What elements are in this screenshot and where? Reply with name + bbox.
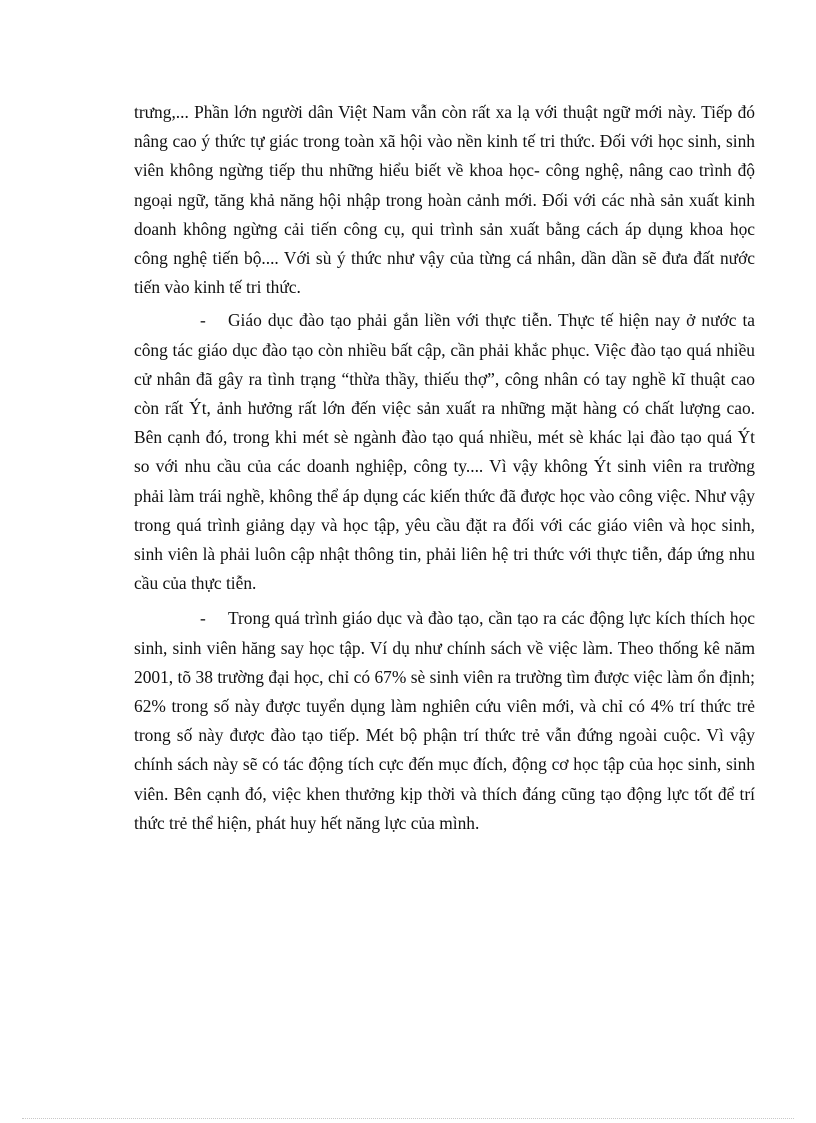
document-body [134,98,755,844]
bullet-dash: - [200,310,206,331]
page-bottom-divider [22,1118,794,1119]
intro-paragraph: trưng,... Phần lớn người dân Việt Nam vẫn còn rất xa lạ với thuật ngữ mới này. Tiếp đó nâng cao ý thức tự giác trong toàn xã hội vào nền kinh tế tri thức. Đối với học sinh, sinh viên không ngừng tiếp thu những hiểu biết về khoa học- công nghệ, nâng cao trình độ ngoại ngữ, tăng khả năng hội nhập trong hoàn cảnh mới. Đối với các nhà sản xuất kinh doanh không ngừng cải tiến công cụ, qui trình sản xuất bằng cách áp dụng khoa học công nghệ tiến bộ.... Với sù ý thức như vậy của từng cá nhân, dần dần sẽ đưa đất nước tiến vào kinh tế tri thức. [134,102,755,298]
list-item-text: Trong quá trình giáo dục và đào tạo, cần tạo ra các động lực kích thích học sinh, sinh viên hăng say học tập. Ví dụ như chính sách về việc làm. Theo thống kê năm 2001, tõ 38 trường đại học, chỉ có 67% sè sinh viên ra trường tìm được việc làm ổn định; 62% trong số này được tuyển dụng làm nghiên cứu viên mới, và chỉ có 4% trí thức trẻ trong số này được đào tạo tiếp. Mét bộ phận trí thức trẻ vẫn đứng ngoài cuộc. Vì vậy chính sách này sẽ có tác động tích cực đến mục đích, động cơ học tập của học sinh, sinh viên. Bên cạnh đó, việc khen thưởng kịp thời và thích đáng cũng tạo động lực tốt để trí thức trẻ thể hiện, phát huy hết năng lực của mình. [134,608,755,833]
list-item-education-practice [134,306,755,598]
list-item-text: Giáo dục đào tạo phải gắn liền với thực tiễn. Thực tế hiện nay ở nước ta công tác giáo dục đào tạo còn nhiều bất cập, cần phải khắc phục. Việc đào tạo quá nhiều cử nhân đã gây ra tình trạng “thừa thầy, thiếu thợ”, công nhân có tay nghề kĩ thuật cao còn rất Ýt, ảnh hưởng rất lớn đến việc sản xuất ra những mặt hàng có chất lượng cao. Bên cạnh đó, trong khi mét sè ngành đào tạo quá nhiều, mét sè khác lại đào tạo quá Ýt so với nhu cầu của các doanh nghiệp, công ty.... Vì vậy không Ýt sinh viên ra trường phải làm trái nghề, không thể áp dụng các kiến thức đã được học vào công việc. Như vậy trong quá trình giảng dạy và học tập, yêu cầu đặt ra đối với các giáo viên và học sinh, sinh viên là phải luôn cập nhật thông tin, phải liên hệ tri thức với thực tiễn, đáp ứng nhu cầu của thực tiễn. [134,310,755,594]
bullet-dash: - [200,608,206,629]
list-item-motivation [134,604,755,838]
